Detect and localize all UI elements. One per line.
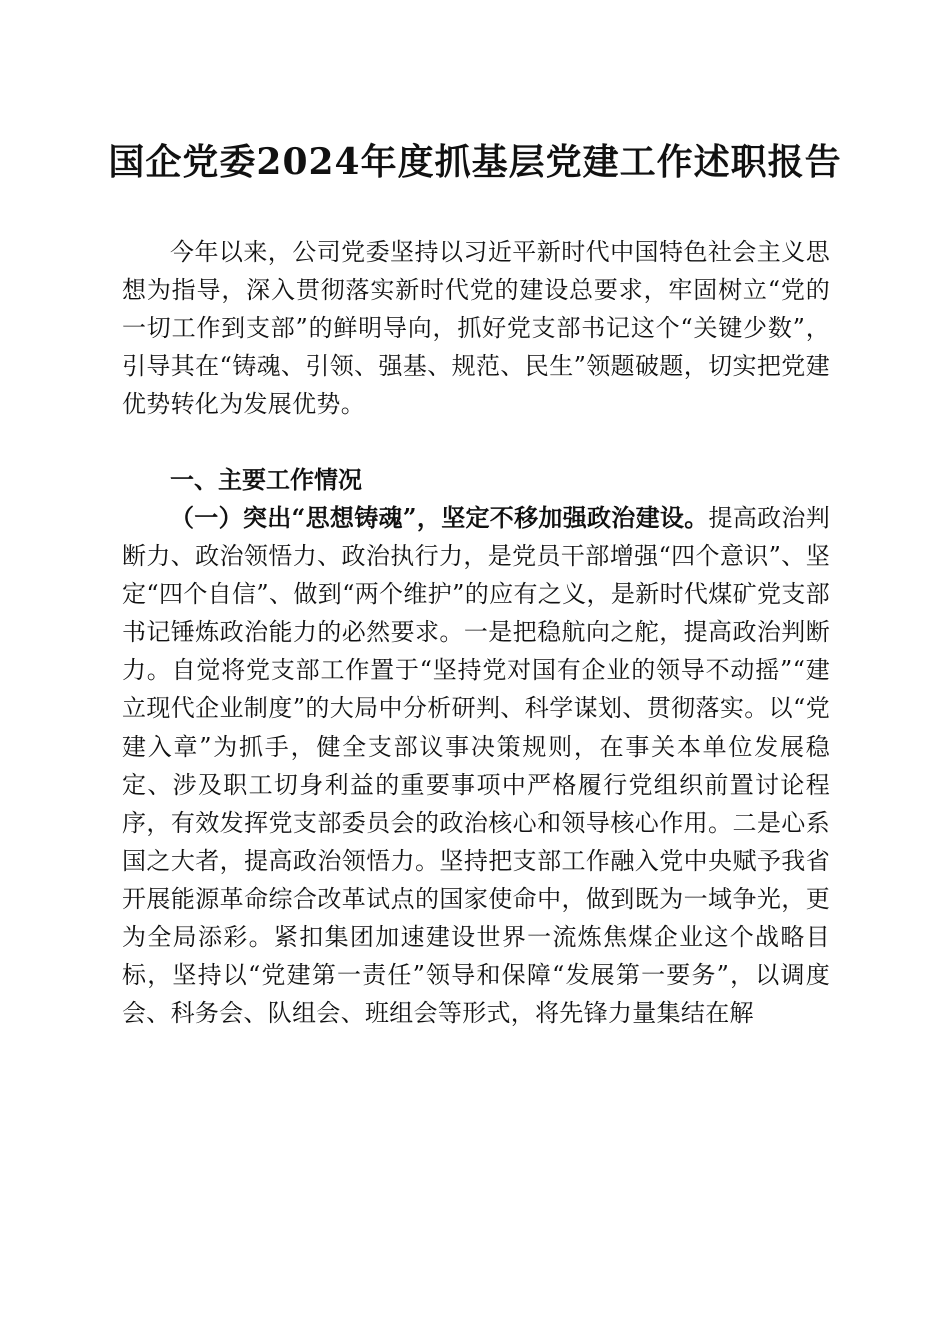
section-heading: 一、主要工作情况 (170, 466, 362, 494)
subsection-paragraph (122, 499, 830, 1032)
intro-paragraph: 今年以来，公司党委坚持以习近平新时代中国特色社会主义思想为指导，深入贯彻落实新时代党的建设总要求，牢固树立“党的一切工作到支部”的鲜明导向，抓好党支部书记这个“关键少数”，引导其在“铸魂、引领、强基、规范、民生”领题破题，切实把党建优势转化为发展优势。 (122, 238, 830, 419)
subsection-body: 提高政治判断力、政治领悟力、政治执行力，是党员干部增强“四个意识”、坚定“四个自信”、做到“两个维护”的应有之义，是新时代煤矿党支部书记锤炼政治能力的必然要求。一是把稳航向之舵，提高政治判断力。自觉将党支部工作置于“坚持党对国有企业的领导不动摇”“建立现代企业制度”的大局中分析研判、科学谋划、贯彻落实。以“党建入章”为抓手，健全支部议事决策规则，在事关本单位发展稳定、涉及职工切身利益的重要事项中严格履行党组织前置讨论程序，有效发挥党支部委员会的政治核心和领导核心作用。二是心系国之大者，提高政治领悟力。坚持把支部工作融入党中央赋予我省开展能源革命综合改革试点的国家使命中，做到既为一域争光，更为全局添彩。紧扣集团加速建设世界一流炼焦煤企业这个战略目标，坚持以“党建第一责任”领导和保障“发展第一要务”，以调度会、科务会、队组会、班组会等形式，将先锋力量集结在解 (122, 504, 831, 1028)
document-title: 国企党委2024年度抓基层党建工作述职报告 (108, 141, 842, 183)
subsection-heading: （一）突出“思想铸魂”，坚定不移加强政治建设。 (170, 503, 709, 532)
